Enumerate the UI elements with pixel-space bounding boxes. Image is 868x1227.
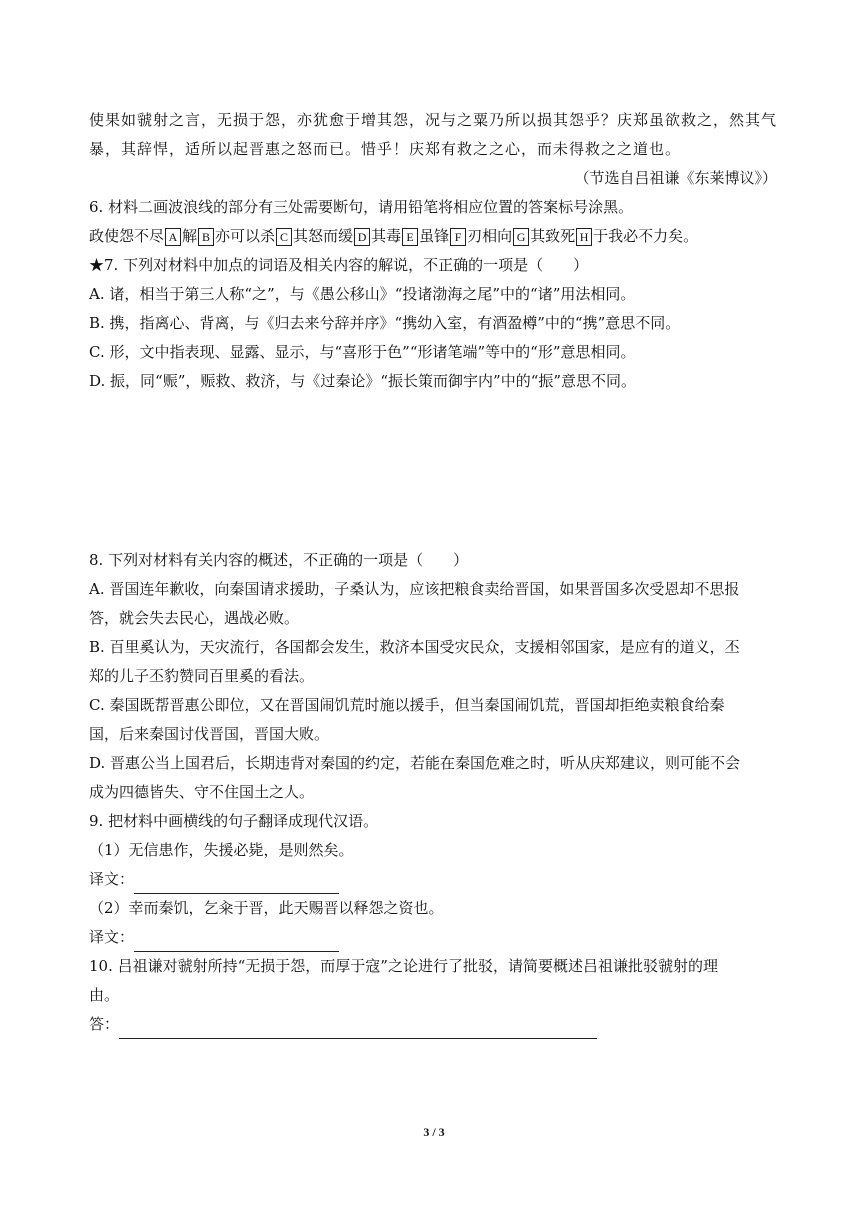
q8-option-b-cont: 郑的儿子丕豹赞同百里奚的看法。: [89, 667, 315, 685]
q9-answer-2: [89, 923, 779, 952]
segment-text: 其毒: [371, 227, 402, 245]
segment-text: 刃相向: [467, 227, 513, 245]
q8-option-d-cont: 成为四德皆失、守不住国土之人。: [89, 783, 315, 801]
answer-box-a[interactable]: A: [165, 228, 181, 246]
q10-prompt: 10. 吕祖谦对虢射所持“无损于怨，而厚于寇”之论进行了批驳，请简要概述吕祖谦批驳虢射的理: [89, 957, 718, 975]
q6-prompt: 6. 材料二画波浪线的部分有三处需要断句，请用铅笔将相应位置的答案标号涂黑。: [89, 198, 634, 216]
q8-prompt: 8. 下列对材料有关内容的概述，不正确的一项是（ ）: [89, 551, 469, 569]
translation-label: 译文：: [89, 928, 135, 946]
q9-sentence-2: （2）幸而秦饥，乞籴于晋，此天赐晋以释怨之资也。: [89, 899, 444, 917]
passage-line: 暴，其辞悍，适所以起晋惠之怒而已。惜乎！庆郑有救之之心，而未得救之之道也。: [89, 140, 682, 158]
q7-option-b: B. 携，指离心、背离，与《归去来兮辞并序》“携幼入室，有酒盈樽”中的“携”意思不同。: [89, 314, 681, 332]
q8-option-a-cont: 答，就会失去民心，遇战必败。: [89, 609, 300, 627]
q9-sentence-1: （1）无信患作，失援必毙，是则然矣。: [89, 841, 354, 859]
q6-segmentation-line: [89, 222, 779, 251]
answer-box-d[interactable]: D: [354, 228, 370, 246]
segment-text: 政使怨不尽: [89, 227, 165, 245]
answer-box-b[interactable]: B: [198, 228, 214, 246]
q8-option-b: B. 百里奚认为，天灾流行，各国都会发生，救济本国受灾民众，支援相邻国家，是应有的道义，丕: [89, 638, 740, 656]
q8-option-d: D. 晋惠公当上国君后，长期违背对秦国的约定，若能在秦国危难之时，听从庆郑建议，则可能不会: [89, 754, 741, 772]
q10-answer-line[interactable]: [119, 1020, 597, 1039]
answer-box-g[interactable]: G: [513, 228, 529, 246]
q7-option-a: A. 诸，相当于第三人称“之”，与《愚公移山》“投诸渤海之尾”中的“诸”用法相同。: [89, 285, 636, 303]
segment-text: 亦可以杀: [215, 227, 276, 245]
answer-box-h[interactable]: H: [576, 228, 592, 246]
answer-box-f[interactable]: F: [450, 228, 466, 246]
q8-option-c-cont: 国，后来秦国讨伐晋国，晋国大败。: [89, 725, 330, 743]
translation-label: 译文：: [89, 870, 135, 888]
q9-answer-1: [89, 865, 779, 894]
q7-option-c: C. 形，文中指表现、显露、显示，与“喜形于色”“形诸笔端”等中的“形”意思相同。: [89, 343, 636, 361]
q7-option-d: D. 振，同“赈”，赈救、救济，与《过秦论》“振长策而御宇内”中的“振”意思不同。: [89, 372, 637, 390]
answer-box-c[interactable]: C: [276, 228, 292, 246]
segment-text: 于我必不力矣。: [593, 227, 699, 245]
q9-prompt: 9. 把材料中画横线的句子翻译成现代汉语。: [89, 812, 379, 830]
segment-text: 解: [182, 227, 198, 245]
answer-label: 答：: [89, 1015, 120, 1033]
segment-text: 虽锋: [419, 227, 450, 245]
segment-text: 其怒而缓: [293, 227, 354, 245]
page-number: 3 / 3: [423, 1125, 445, 1139]
passage-source: （节选自吕祖谦《东莱博议》）: [574, 169, 777, 187]
answer-work-space: [89, 396, 779, 546]
segment-text: 其致死: [530, 227, 576, 245]
q8-option-a: A. 晋国连年歉收，向秦国请求援助，子桑认为，应该把粮食卖给晋国，如果晋国多次受恩却不思报: [89, 580, 740, 598]
translation-answer-line-2[interactable]: [134, 933, 339, 952]
q10-prompt-cont: 由。: [89, 986, 120, 1004]
passage-line: 使果如虢射之言，无损于怨，亦犹愈于增其怨，况与之粟乃所以损其怨乎？庆郑虽欲救之，然其气: [89, 111, 778, 129]
q10-answer: [89, 1010, 779, 1039]
answer-box-e[interactable]: E: [402, 228, 418, 246]
q8-option-c: C. 秦国既帮晋惠公即位，又在晋国闹饥荒时施以援手，但当秦国闹饥荒，晋国却拒绝卖粮食给秦: [89, 696, 725, 714]
q7-prompt: ★7. 下列对材料中加点的词语及相关内容的解说，不正确的一项是（ ）: [89, 256, 589, 274]
page-body: [89, 106, 779, 1039]
translation-answer-line-1[interactable]: [134, 875, 339, 894]
